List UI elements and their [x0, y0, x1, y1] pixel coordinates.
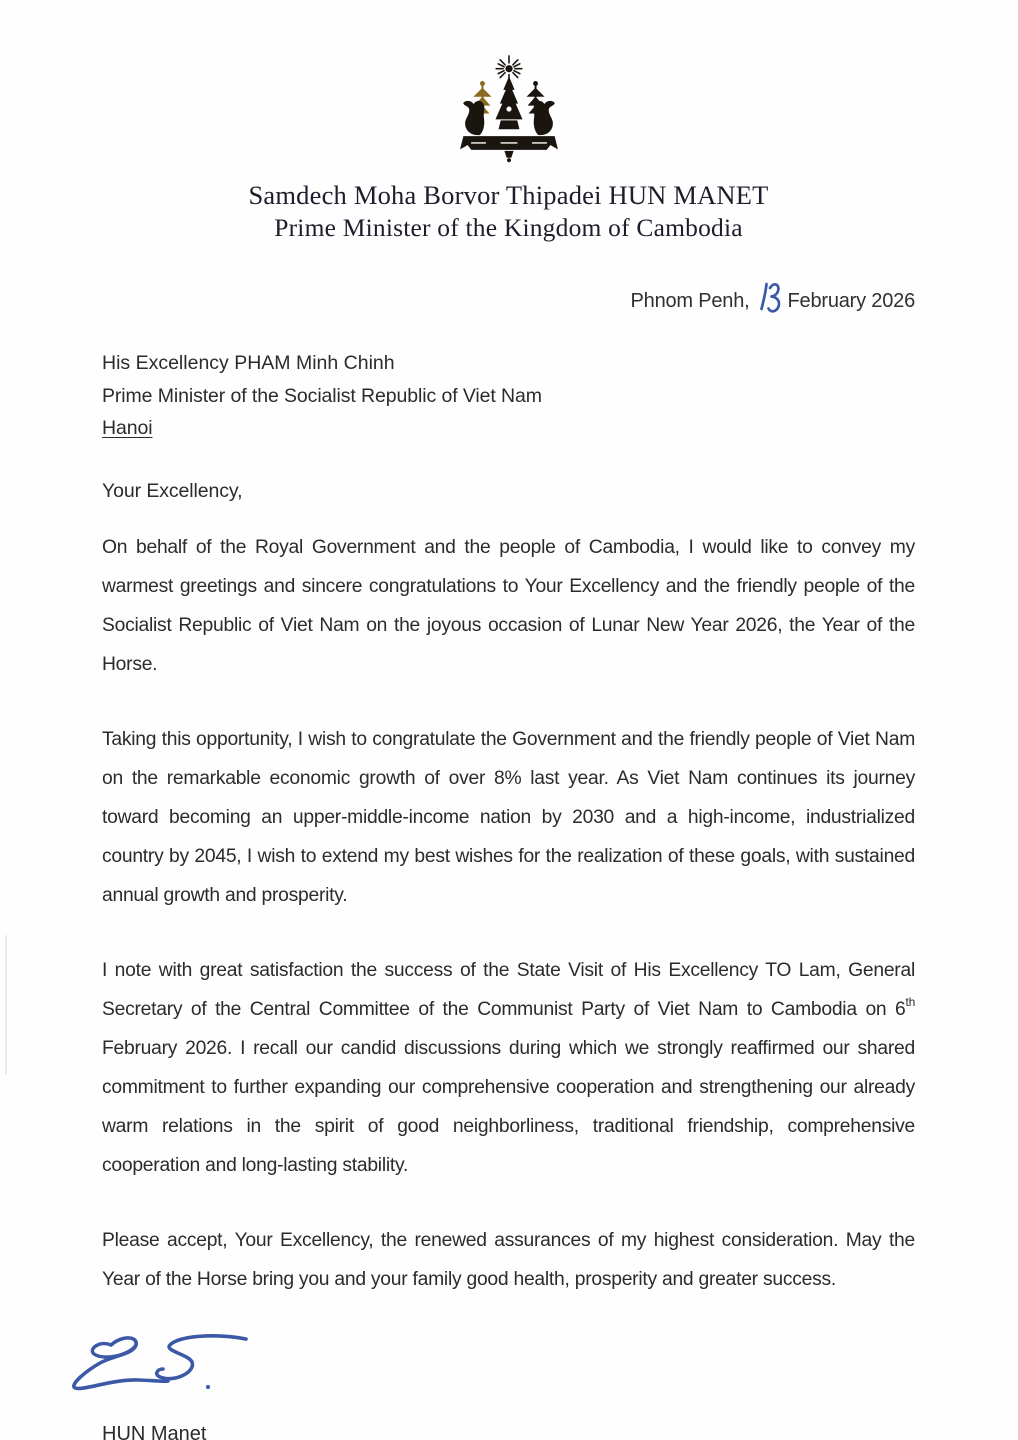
paragraph-3-text-cont: February 2026. I recall our candid discussions during which we strongly reaffirmed our shared commitment to further expanding our comprehensive cooperation and strengthening our already warm relations in the spirit of good neighborliness, traditional friendship, comprehensive cooperation and long-lasting stability. [102, 1037, 915, 1176]
salutation: Your Excellency, [102, 479, 243, 502]
letterhead-name: Samdech Moha Borvor Thipadei HUN MANET [248, 180, 769, 210]
paragraph-4 [102, 1221, 915, 1299]
addressee-block [102, 347, 915, 445]
paragraph-1-text: On behalf of the Royal Government and the people of Cambodia, I would like to convey my warmest greetings and sincere congratulations to Your Excellency and the friendly people of the Socialist Republic of Viet Nam on the joyous occasion of Lunar New Year 2026, the Year of the Horse. [102, 536, 915, 675]
letterhead-title: Prime Minister of the Kingdom of Cambodia [274, 213, 743, 242]
paragraph-2-text: Taking this opportunity, I wish to congratulate the Government and the friendly people of Viet Nam on the remarkable economic growth of over 8% last year. As Viet Nam continues its journey toward becoming an upper-middle-income nation by 2030 and a high-income, industrialized country by 2045, I wish to extend my best wishes for the realization of these goals, with sustained annual growth and prosperity. [102, 728, 915, 906]
paragraph-3-text: I note with great satisfaction the success of the State Visit of His Excellency TO Lam, General Secretary of the Central Committee of the Communist Party of Viet Nam to Cambodia on 6 [102, 959, 915, 1020]
dateline [102, 280, 915, 314]
addressee-city: Hanoi [102, 417, 153, 439]
royal-arms-of-cambodia-icon [450, 52, 568, 170]
ordinal-superscript: th [905, 994, 915, 1009]
signer-name: HUN Manet [102, 1422, 207, 1440]
handwritten-signature [64, 1323, 260, 1401]
addressee-title: Prime Minister of the Socialist Republic of Viet Nam [102, 384, 542, 407]
scan-artifact [5, 935, 7, 1075]
addressee-name: His Excellency PHAM Minh Chinh [102, 352, 395, 374]
paragraph-4-text: Please accept, Your Excellency, the renewed assurances of my highest consideration. May the Year of the Horse bring you and your family good health, prosperity and greater success. [102, 1229, 915, 1290]
paragraph-2 [102, 720, 915, 915]
paragraph-1 [102, 528, 915, 684]
letterhead [102, 0, 915, 243]
dateline-rest: February 2026 [787, 290, 915, 312]
handwritten-day-13 [757, 280, 782, 314]
paragraph-3 [102, 951, 915, 1185]
dateline-city: Phnom Penh, [630, 290, 750, 312]
